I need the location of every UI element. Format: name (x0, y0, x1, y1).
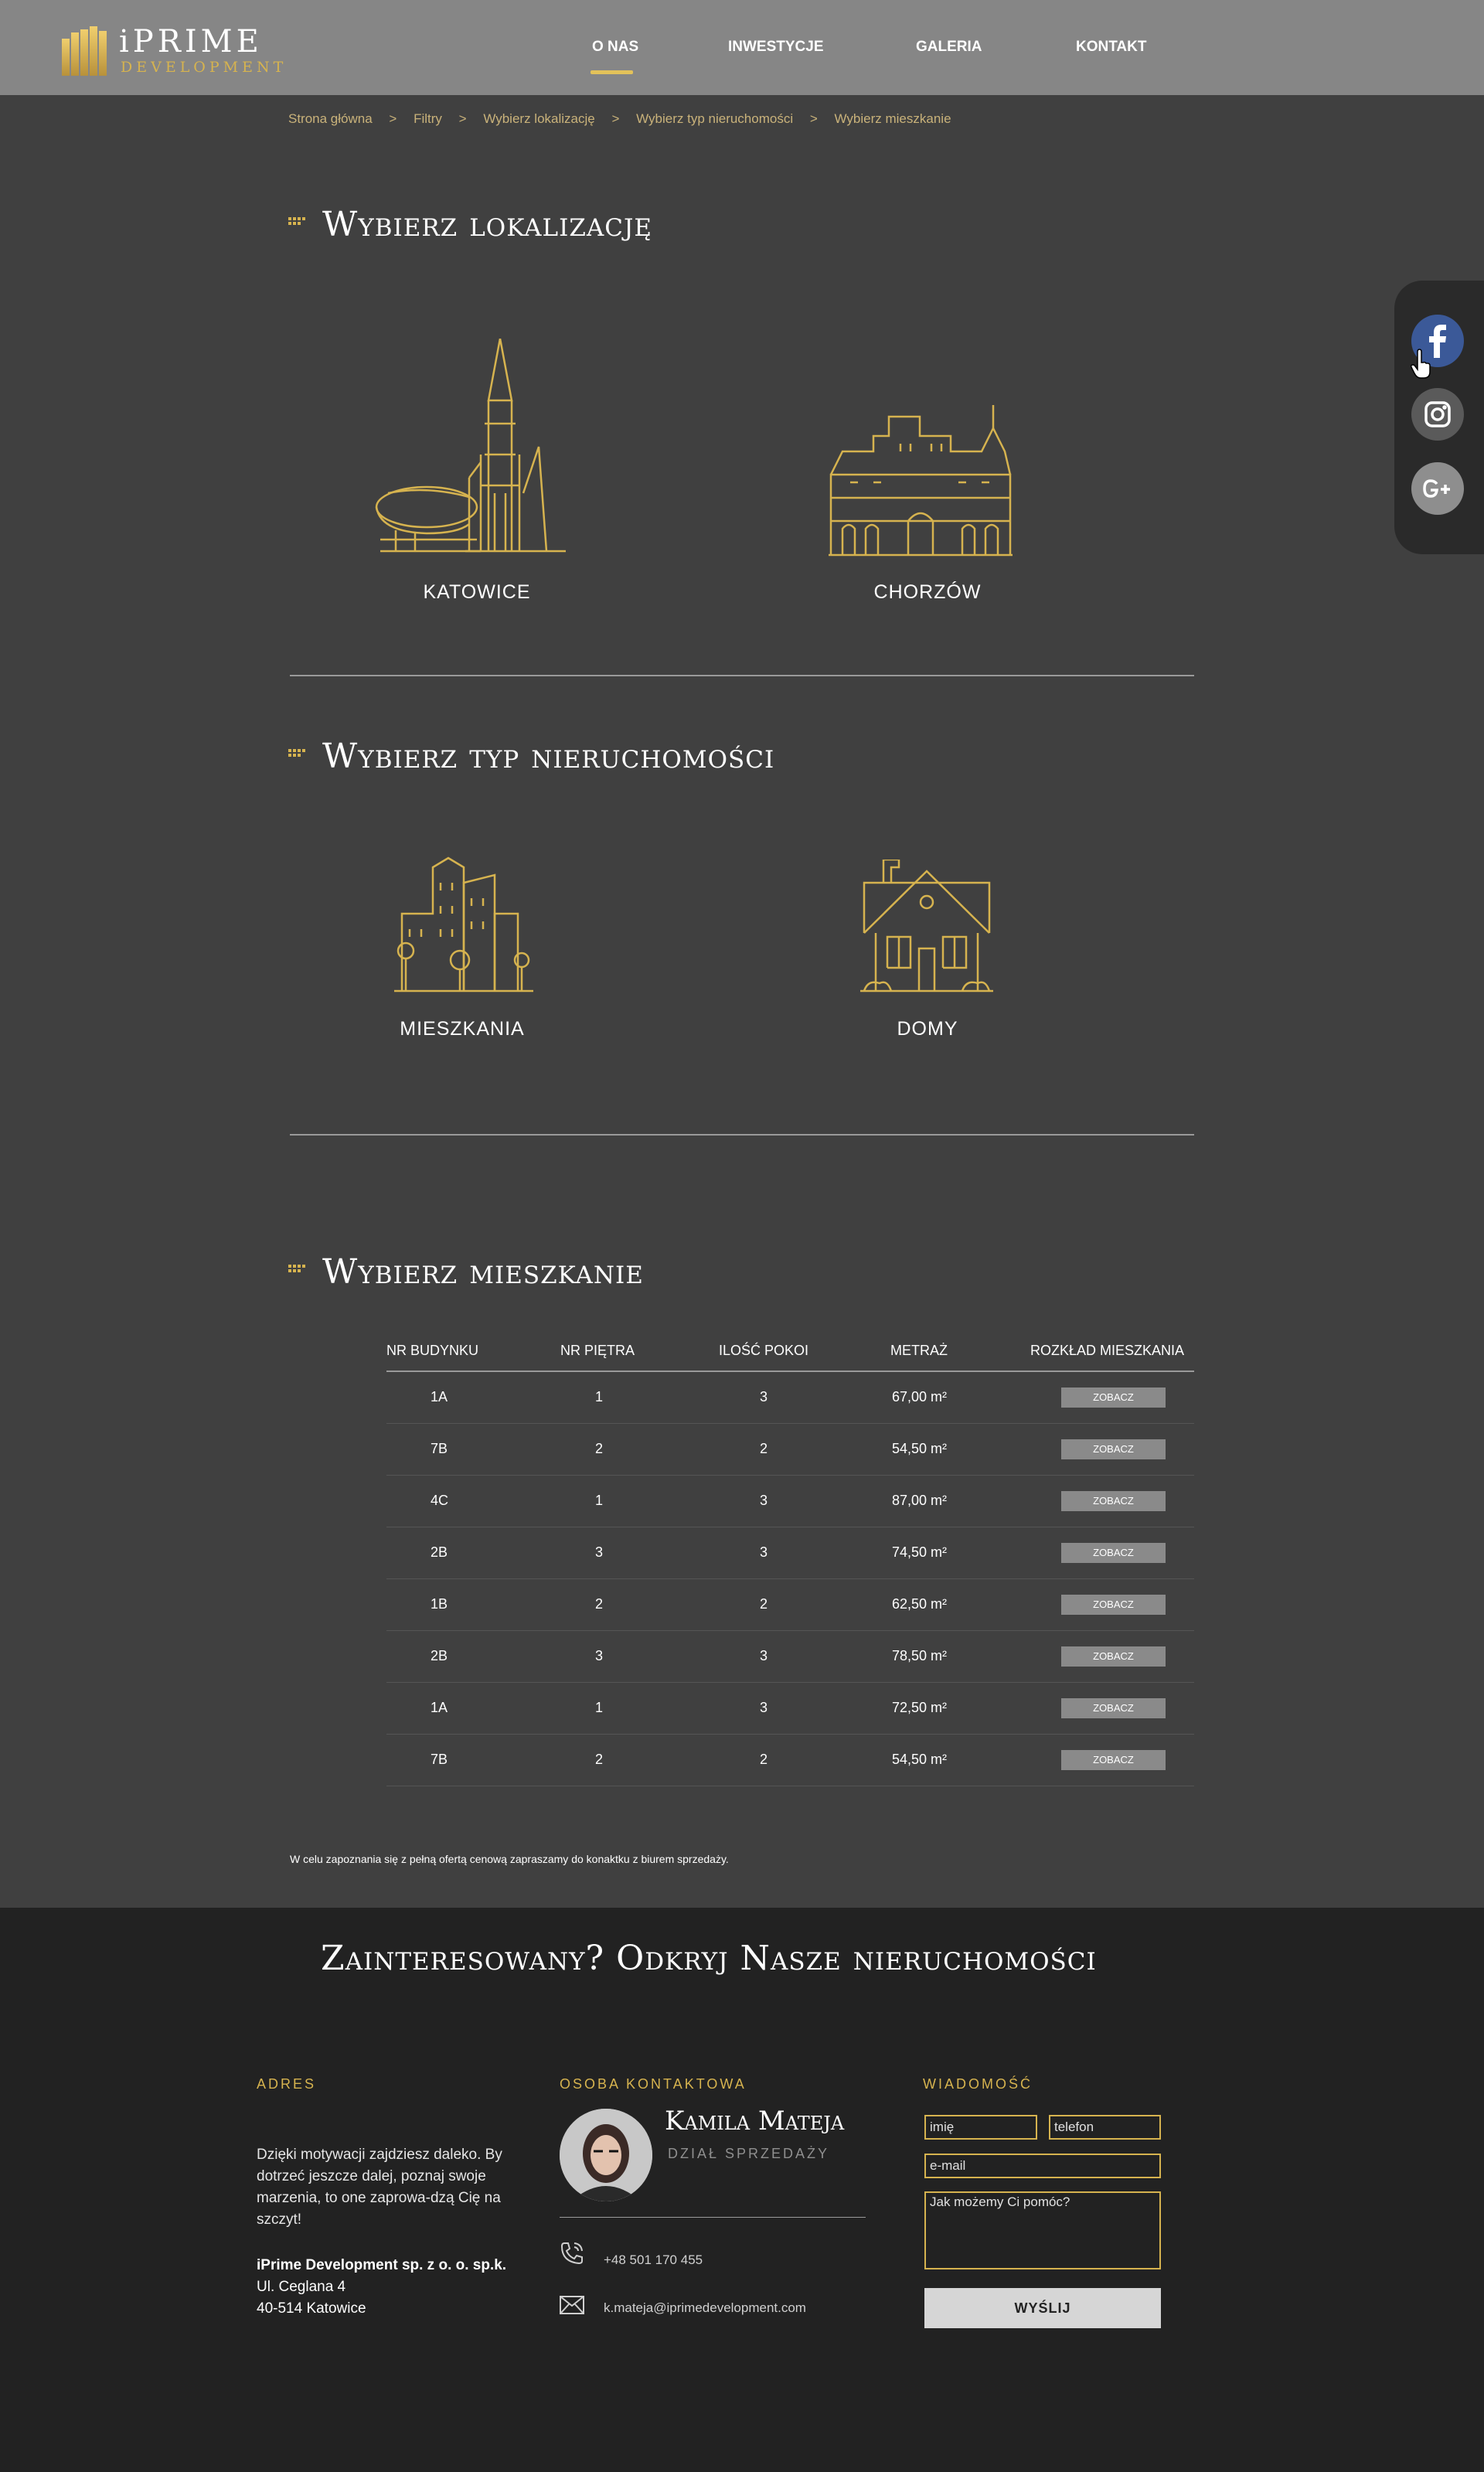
cell-floor: 3 (595, 1544, 604, 1560)
cell-building: 4C (431, 1493, 449, 1508)
table-row (386, 1579, 1194, 1631)
type-heading: Wybierz typ nieruchomości (322, 737, 775, 776)
cell-floor: 3 (595, 1648, 604, 1663)
view-layout-button[interactable]: ZOBACZ (1061, 1439, 1166, 1459)
col-building: NR BUDYNKU (386, 1343, 479, 1358)
breadcrumb-home[interactable]: Strona główna (288, 111, 373, 126)
cell-building: 7B (431, 1441, 448, 1456)
google-plus-icon[interactable] (1411, 462, 1464, 515)
address-company: iPrime Development sp. z o. o. sp.k. (257, 2257, 507, 2273)
table-row (386, 1527, 1194, 1579)
cell-building: 2B (431, 1648, 448, 1663)
cell-area: 54,50 m² (892, 1441, 948, 1456)
cell-floor: 1 (595, 1493, 604, 1508)
cell-area: 54,50 m² (892, 1752, 948, 1767)
view-layout-button[interactable]: ZOBACZ (1061, 1646, 1166, 1667)
title-dots-icon (288, 217, 308, 225)
brand-logo[interactable] (62, 24, 288, 76)
site-header (0, 0, 1484, 95)
table-row (386, 1372, 1194, 1424)
message-textarea[interactable] (924, 2191, 1161, 2269)
view-layout-button[interactable]: ZOBACZ (1061, 1698, 1166, 1718)
col-area: METRAŻ (890, 1343, 948, 1358)
breadcrumb-apartment: Wybierz mieszkanie (834, 111, 951, 126)
table-row (386, 1735, 1194, 1786)
cell-floor: 1 (595, 1700, 604, 1715)
price-note: W celu zapoznania się z pełną ofertą cenową zapraszamy do konaktku z biurem sprzedaży. (290, 1853, 729, 1865)
mail-icon (560, 2296, 584, 2316)
cell-floor: 2 (595, 1441, 604, 1456)
nav-active-indicator (591, 70, 633, 74)
section-divider (290, 1134, 1194, 1136)
cell-building: 1A (431, 1389, 448, 1405)
breadcrumb-filters[interactable]: Filtry (414, 111, 442, 126)
contact-email[interactable]: k.mateja@iprimedevelopment.com (604, 2300, 806, 2315)
breadcrumb-separator: > (389, 111, 397, 126)
contact-department: DZIAŁ SPRZEDAŻY (668, 2146, 830, 2161)
cell-building: 2B (431, 1544, 448, 1560)
cell-area: 74,50 m² (892, 1544, 948, 1560)
logo-text-main: iPRIME (119, 24, 263, 60)
view-layout-button[interactable]: ZOBACZ (1061, 1595, 1166, 1615)
breadcrumb-separator: > (458, 111, 467, 126)
name-input[interactable] (924, 2115, 1037, 2140)
cell-floor: 1 (595, 1389, 604, 1405)
breadcrumb-location[interactable]: Wybierz lokalizację (483, 111, 595, 126)
instagram-icon[interactable] (1411, 388, 1464, 441)
nav-kontakt[interactable]: KONTAKT (1076, 39, 1147, 55)
contact-divider (560, 2217, 866, 2218)
col-floor: NR PIĘTRA (560, 1343, 635, 1358)
cell-rooms: 3 (760, 1493, 768, 1508)
cell-rooms: 2 (760, 1441, 768, 1456)
address-heading: ADRES (257, 2076, 317, 2092)
view-layout-button[interactable]: ZOBACZ (1061, 1388, 1166, 1408)
title-dots-icon (288, 1265, 308, 1272)
cell-building: 1B (431, 1596, 448, 1612)
view-layout-button[interactable]: ZOBACZ (1061, 1750, 1166, 1770)
house-icon[interactable] (860, 860, 993, 993)
contact-heading: OSOBA KONTAKTOWA (560, 2076, 747, 2092)
send-button[interactable]: WYŚLIJ (924, 2288, 1161, 2328)
table-row (386, 1631, 1194, 1683)
cell-rooms: 2 (760, 1752, 768, 1767)
contact-phone[interactable]: +48 501 170 455 (604, 2252, 703, 2267)
breadcrumb-type[interactable]: Wybierz typ nieruchomości (636, 111, 794, 126)
section-divider (290, 675, 1194, 676)
table-row (386, 1424, 1194, 1476)
breadcrumb-separator: > (809, 111, 818, 126)
phone-icon (560, 2241, 584, 2266)
nav-inwestycje[interactable]: INWESTYCJE (728, 39, 824, 55)
table-row (386, 1476, 1194, 1527)
avatar (560, 2109, 652, 2201)
address-street: Ul. Ceglana 4 (257, 2279, 346, 2295)
logo-text-sub: DEVELOPMENT (121, 59, 288, 76)
col-layout: ROZKŁAD MIESZKANIA (1030, 1343, 1185, 1358)
phone-input[interactable] (1049, 2115, 1161, 2140)
cell-rooms: 2 (760, 1596, 768, 1612)
address-text: Dzięki motywacji zajdziesz daleko. By dotrzeć jeszcze dalej, poznaj swoje marzenia, to one zaprowa-dzą Cię na szczyt! (257, 2147, 502, 2228)
location-heading: Wybierz lokalizację (322, 205, 653, 244)
apartments-icon[interactable] (394, 852, 533, 993)
title-dots-icon (288, 749, 308, 757)
social-panel (1394, 281, 1484, 554)
type-apartments[interactable]: MIESZKANIA (400, 1018, 525, 1040)
breadcrumb (288, 111, 965, 127)
cell-building: 1A (431, 1700, 448, 1715)
chorzow-icon[interactable] (827, 405, 1014, 557)
cell-rooms: 3 (760, 1389, 768, 1405)
cell-rooms: 3 (760, 1700, 768, 1715)
contact-name: Kamila Mateja (665, 2106, 845, 2137)
cell-floor: 2 (595, 1752, 604, 1767)
cell-area: 72,50 m² (892, 1700, 948, 1715)
col-rooms: ILOŚĆ POKOI (719, 1343, 809, 1358)
cell-rooms: 3 (760, 1648, 768, 1663)
table-header (386, 1340, 1194, 1372)
apartments-table (386, 1340, 1194, 1786)
cell-area: 78,50 m² (892, 1648, 948, 1663)
message-heading: WIADOMOŚĆ (923, 2076, 1033, 2092)
apartment-heading: Wybierz mieszkanie (322, 1252, 644, 1292)
view-layout-button[interactable]: ZOBACZ (1061, 1543, 1166, 1563)
location-chorzow[interactable]: CHORZÓW (873, 581, 982, 603)
cell-building: 7B (431, 1752, 448, 1767)
site-footer (0, 1908, 1484, 2472)
footer-title: Zainteresowany? Odkryj Nasze nieruchomości (321, 1939, 1097, 1978)
cell-floor: 2 (595, 1596, 604, 1612)
view-layout-button[interactable]: ZOBACZ (1061, 1491, 1166, 1511)
logo-bars-icon (62, 26, 107, 76)
cell-area: 87,00 m² (892, 1493, 948, 1508)
location-katowice[interactable]: KATOWICE (423, 581, 531, 603)
cursor-hand-icon (1410, 349, 1433, 380)
nav-o-nas[interactable]: O NAS (592, 39, 639, 55)
cell-rooms: 3 (760, 1544, 768, 1560)
nav-galeria[interactable]: GALERIA (916, 39, 982, 55)
cell-area: 67,00 m² (892, 1389, 948, 1405)
type-houses[interactable]: DOMY (897, 1018, 958, 1040)
table-row (386, 1683, 1194, 1735)
email-input[interactable] (924, 2154, 1161, 2178)
breadcrumb-separator: > (611, 111, 620, 126)
address-city: 40-514 Katowice (257, 2300, 366, 2317)
katowice-icon[interactable] (373, 339, 566, 558)
cell-area: 62,50 m² (892, 1596, 948, 1612)
